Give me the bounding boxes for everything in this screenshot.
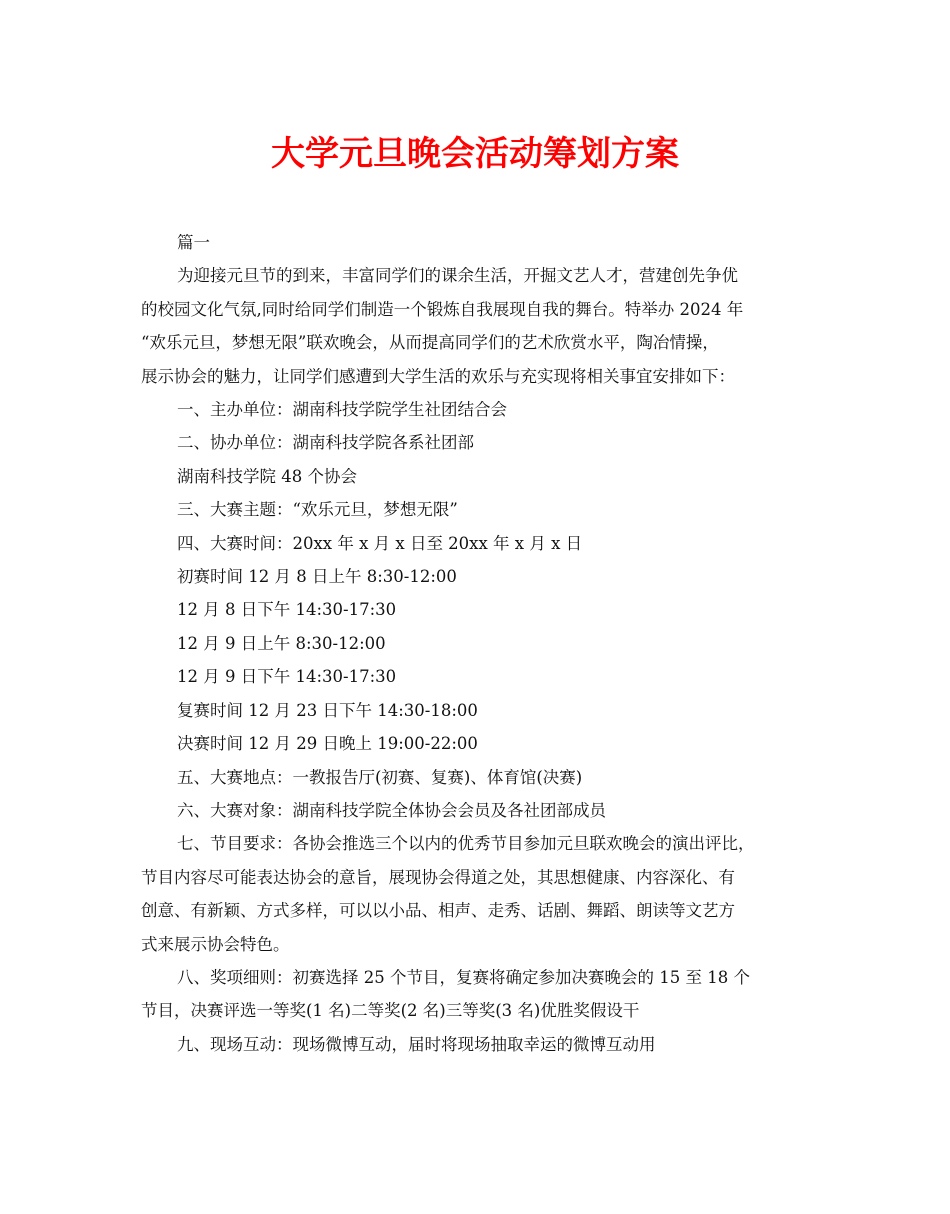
intro-line: 的校园文化气氛,同时给同学们制造一个锻炼自我展现自我的舞台。特举办 2024 年 — [141, 299, 744, 319]
awards-paragraph — [141, 961, 821, 1028]
schedule-line: 12 月 9 日上午 8:30-12:00 — [177, 633, 386, 653]
participants-item: 六、大赛对象：湖南科技学院全体协会会员及各社团部成员 — [177, 800, 606, 820]
intro-paragraph — [141, 259, 821, 393]
time-item: 四、大赛时间：20xx 年 x 月 x 日至 20xx 年 x 月 x 日 — [177, 533, 583, 553]
intro-line: “欢乐元旦，梦想无限”联欢晚会，从而提高同学们的艺术欣赏水平，陶冶情操， — [141, 333, 719, 353]
section-label: 篇一 — [177, 233, 210, 252]
program-requirements-paragraph — [141, 827, 821, 961]
schedule-line: 复赛时间 12 月 23 日下午 14:30-18:00 — [177, 700, 478, 720]
schedule-line: 12 月 8 日下午 14:30-17:30 — [177, 600, 397, 620]
interaction-item: 九、现场互动：现场微博互动，届时将现场抽取幸运的微博互动用 — [177, 1034, 656, 1054]
program-line: 式来展示协会特色。 — [141, 934, 290, 954]
schedule-line: 初赛时间 12 月 8 日上午 8:30-12:00 — [177, 567, 457, 587]
schedule-line: 决赛时间 12 月 29 日晚上 19:00-22:00 — [177, 734, 478, 754]
program-line: 创意、有新颖、方式多样，可以以小品、相声、走秀、话剧、舞蹈、朗读等文艺方 — [141, 901, 735, 921]
award-line: 节目，决赛评选一等奖(1 名)二等奖(2 名)三等奖(3 名)优胜奖假设干 — [141, 1001, 640, 1021]
venue-item: 五、大赛地点：一教报告厅(初赛、复赛)、体育馆(决赛) — [177, 767, 583, 787]
theme-item: 三、大赛主题：“欢乐元旦，梦想无限” — [177, 500, 458, 520]
program-line: 七、节目要求：各协会推选三个以内的优秀节目参加元旦联欢晚会的演出评比， — [177, 834, 755, 854]
program-line: 节目内容尽可能表达协会的意旨，展现协会得道之处，其思想健康、内容深化、有 — [141, 867, 735, 887]
associations-item: 湖南科技学院 48 个协会 — [177, 466, 357, 486]
intro-line: 为迎接元旦节的到来，丰富同学们的课余生活，开掘文艺人才，营建创先争优 — [177, 266, 738, 286]
document-title: 大学元旦晚会活动筹划方案 — [271, 134, 679, 174]
organizer-item: 一、主办单位：湖南科技学院学生社团结合会 — [177, 400, 507, 420]
schedule-line: 12 月 9 日下午 14:30-17:30 — [177, 667, 397, 687]
document-body — [141, 226, 821, 1061]
co-organizer-item: 二、协办单位：湖南科技学院各系社团部 — [177, 433, 474, 453]
award-line: 八、奖项细则：初赛选择 25 个节目，复赛将确定参加决赛晚会的 15 至 18 个 — [177, 967, 750, 987]
intro-line: 展示协会的魅力，让同学们感遭到大学生活的欢乐与充实现将相关事宜安排如下： — [141, 366, 735, 386]
